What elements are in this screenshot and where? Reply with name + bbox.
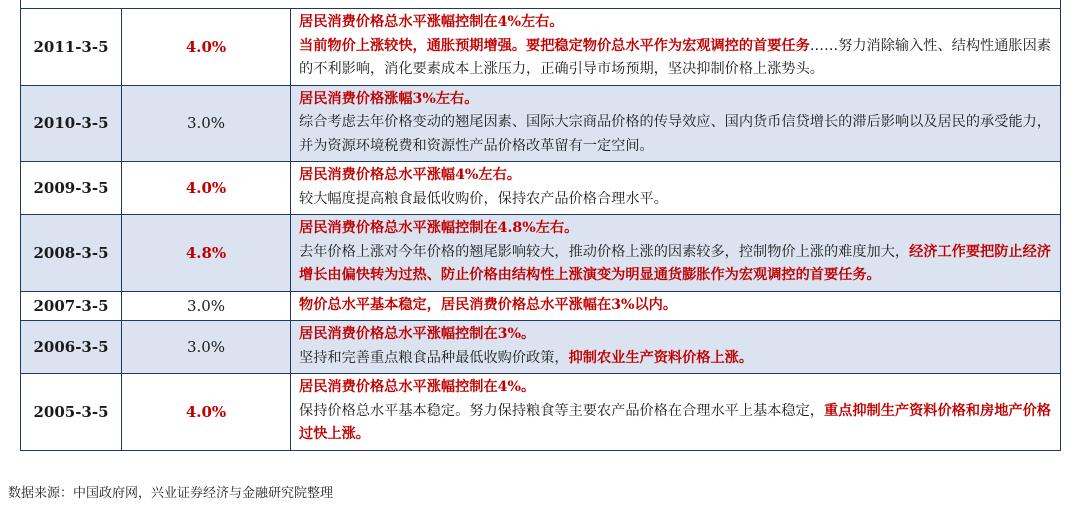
row-cpi-target: 3.0%	[122, 321, 291, 374]
table-row	[21, 321, 1061, 374]
table-row	[21, 374, 1061, 451]
highlighted-text: 居民消费价格总水平涨幅控制在4%。	[299, 379, 536, 395]
row-date: 2008-3-5	[21, 215, 122, 292]
plain-text: 坚持和完善重点粮食品种最低收购价政策，	[299, 349, 569, 366]
description-paragraph	[299, 164, 1054, 188]
row-cpi-target: 4.0%	[122, 162, 291, 215]
table-row	[21, 215, 1061, 292]
description-paragraph	[299, 111, 1054, 158]
highlighted-text: 居民消费价格总水平涨幅4%左右。	[299, 167, 521, 183]
description-paragraph	[299, 35, 1054, 82]
plain-text: 保持价格总水平基本稳定。努力保持粮食等主要农产品价格在合理水平上基本稳定，	[299, 402, 824, 419]
plain-text: 综合考虑去年价格变动的翘尾因素、国际大宗商品价格的传导效应、国内货币信贷增长的滞后影响以及居民的承受能力，并为资源环境税费和资源性产品价格改革留有一定空间。	[299, 114, 1051, 154]
highlighted-text: 物价总水平基本稳定，居民消费价格总水平涨幅在3%以内。	[299, 296, 678, 313]
row-date: 2007-3-5	[21, 291, 122, 321]
description-paragraph	[299, 241, 1054, 288]
description-paragraph	[299, 11, 1054, 35]
description-paragraph	[299, 188, 1054, 212]
highlighted-text: 居民消费价格涨幅3%左右。	[299, 90, 479, 107]
row-cpi-target: 4.0%	[122, 9, 291, 86]
plain-text: 去年价格上涨对今年价格的翘尾影响较大，推动价格上涨的因素较多，控制物价上涨的难度加大，	[299, 243, 910, 260]
row-date: 2010-3-5	[21, 85, 122, 162]
highlighted-text: 抑制农业生产资料价格上涨。	[568, 349, 754, 366]
row-date: 2011-3-5	[21, 9, 122, 86]
description-paragraph	[299, 376, 1054, 400]
highlighted-text: 经济工作要把防止经济增长由偏快转为过热、防止价格由结构性上涨演变为明显通货膨胀作为宏观调控的首要任务。	[299, 243, 1051, 283]
highlighted-text: 居民消费价格总水平涨幅控制在4.8%左右。	[299, 220, 579, 236]
description-paragraph	[299, 347, 1054, 371]
highlighted-text: 居民消费价格总水平涨幅控制在3%。	[299, 326, 536, 342]
description-paragraph	[299, 217, 1054, 241]
table-body	[21, 9, 1061, 451]
row-description	[291, 374, 1061, 451]
row-description	[291, 291, 1061, 321]
row-description	[291, 85, 1061, 162]
table-row	[21, 162, 1061, 215]
plain-text: ……努力消除输入性、结构性通胀因素的不利影响，消化要素成本上涨压力，正确引导市场预期，坚决抑制价格上涨势头。	[299, 37, 1051, 77]
row-cpi-target: 4.0%	[122, 374, 291, 451]
row-description	[291, 9, 1061, 86]
row-cpi-target: 3.0%	[122, 291, 291, 321]
price-target-table-wrapper	[20, 8, 1061, 451]
row-cpi-target: 3.0%	[122, 85, 291, 162]
highlighted-text: 当前物价上涨较快，通胀预期增强。要把稳定物价总水平作为宏观调控的首要任务	[299, 37, 810, 54]
row-description	[291, 162, 1061, 215]
highlighted-text: 居民消费价格总水平涨幅控制在4%左右。	[299, 14, 564, 30]
description-paragraph	[299, 294, 1054, 318]
row-cpi-target: 4.8%	[122, 215, 291, 292]
description-paragraph	[299, 323, 1054, 347]
data-source-note: 数据来源：中国政府网，兴业证券经济与金融研究院整理	[8, 486, 334, 501]
table-row	[21, 85, 1061, 162]
row-description	[291, 215, 1061, 292]
row-description	[291, 321, 1061, 374]
row-date: 2006-3-5	[21, 321, 122, 374]
highlighted-text: 重点抑制生产资料价格和房地产价格过快上涨。	[299, 402, 1051, 442]
description-paragraph	[299, 88, 1054, 112]
plain-text: 较大幅度提高粮食最低收购价，保持农产品价格合理水平。	[299, 190, 668, 207]
table-row	[21, 291, 1061, 321]
table-row	[21, 9, 1061, 86]
table-top-edge	[20, 0, 1061, 8]
description-paragraph	[299, 400, 1054, 447]
row-date: 2005-3-5	[21, 374, 122, 451]
row-date: 2009-3-5	[21, 162, 122, 215]
price-target-table	[20, 8, 1061, 451]
